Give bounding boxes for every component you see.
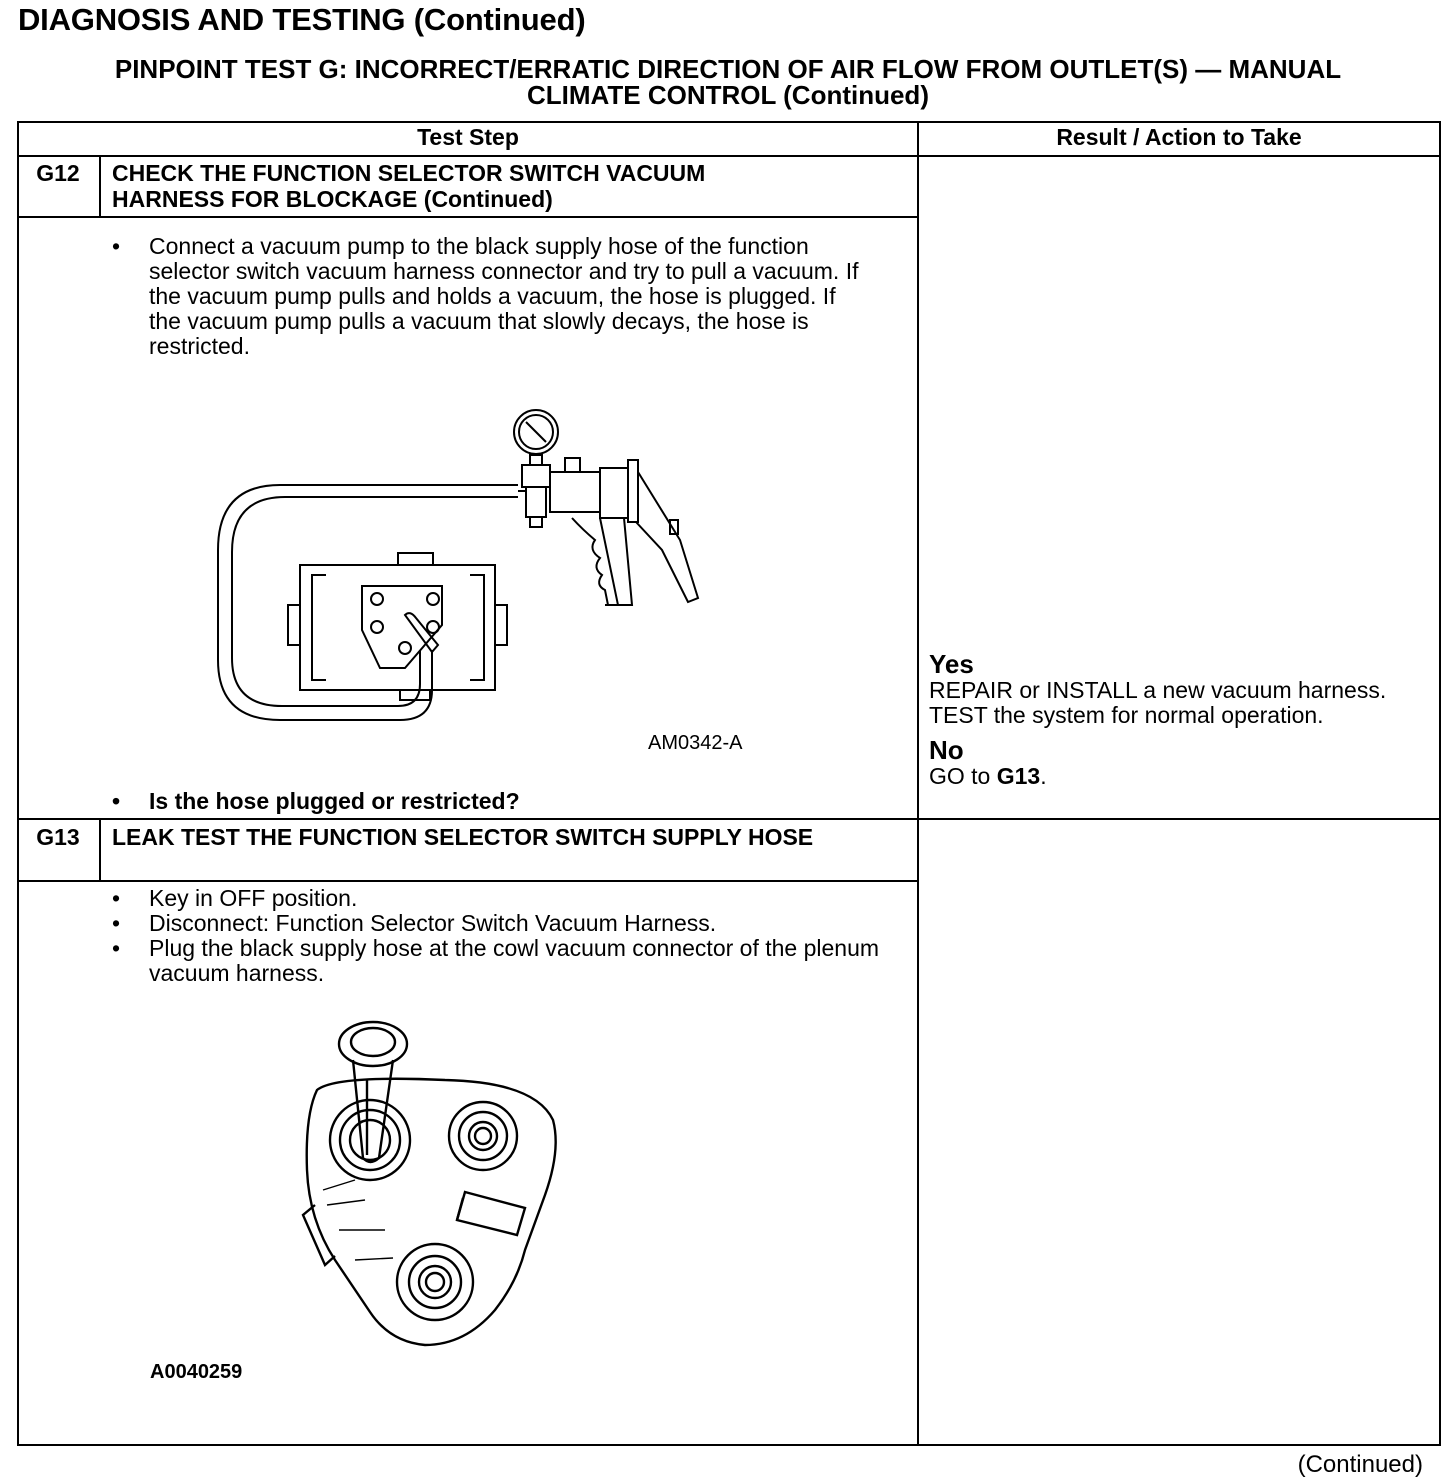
cowl-vacuum-connector-figure <box>295 1020 565 1360</box>
figure-label-am0342: AM0342-A <box>648 732 743 754</box>
step-title-g13: LEAK TEST THE FUNCTION SELECTOR SWITCH SUPPLY HOSE <box>112 824 814 850</box>
result-no-suffix: . <box>1040 763 1047 789</box>
column-divider <box>917 121 919 1446</box>
header-result: Result / Action to Take <box>1056 124 1302 150</box>
g12-instruction-item: • Connect a vacuum pump to the black supply hose of the function selector switch vacuum harness connector and try to pull a vacuum. If the vacuum pump pulls and holds a vacuum, the hose is plugged. If the vacuum pump pulls a vacuum that slowly decays, the hose is restricted. <box>112 234 872 359</box>
step-id-g12: G12 <box>36 160 80 186</box>
step-id-g13: G13 <box>36 824 80 850</box>
result-yes-label: Yes <box>929 649 974 679</box>
g12-question-item: • Is the hose plugged or restricted? <box>112 789 872 814</box>
result-yes-text: REPAIR or INSTALL a new vacuum harness. TEST the system for normal operation. <box>929 677 1387 728</box>
pinpoint-test-title-line1: PINPOINT TEST G: INCORRECT/ERRATIC DIRECTION OF AIR FLOW FROM OUTLET(S) — MANUAL <box>114 54 1342 84</box>
g13-instruction-item: • Disconnect: Function Selector Switch Vacuum Harness. <box>112 911 892 936</box>
header-test-step: Test Step <box>417 124 519 150</box>
g12-id-divider <box>99 155 101 217</box>
g13-id-divider <box>99 818 101 881</box>
g12-results <box>929 650 1409 789</box>
header-divider <box>17 155 1441 157</box>
g13-instruction-item: • Plug the black supply hose at the cowl vacuum connector of the plenum vacuum harness. <box>112 936 892 986</box>
figure-label-a0040259: A0040259 <box>150 1361 243 1383</box>
g13-title-divider <box>17 880 919 882</box>
result-no-prefix: GO to <box>929 763 997 789</box>
pinpoint-test-title <box>30 56 1426 108</box>
page-title: DIAGNOSIS AND TESTING (Continued) <box>18 2 586 37</box>
goto-g13-link[interactable]: G13 <box>996 763 1041 789</box>
result-no-text <box>929 764 1409 789</box>
step-title-g12: CHECK THE FUNCTION SELECTOR SWITCH VACUUM HARNESS FOR BLOCKAGE (Continued) <box>112 160 706 212</box>
result-no-label: No <box>929 735 964 765</box>
row-divider <box>17 818 1441 820</box>
g12-question <box>112 789 872 814</box>
g13-instruction-item: • Key in OFF position. <box>112 886 892 911</box>
g13-instructions <box>112 886 892 986</box>
continued-footer: (Continued) <box>1297 1451 1423 1478</box>
g12-title-divider <box>17 216 919 218</box>
pinpoint-test-title-line2: CLIMATE CONTROL (Continued) <box>527 80 929 110</box>
g12-instructions <box>112 234 872 359</box>
vacuum-pump-figure <box>200 400 720 740</box>
